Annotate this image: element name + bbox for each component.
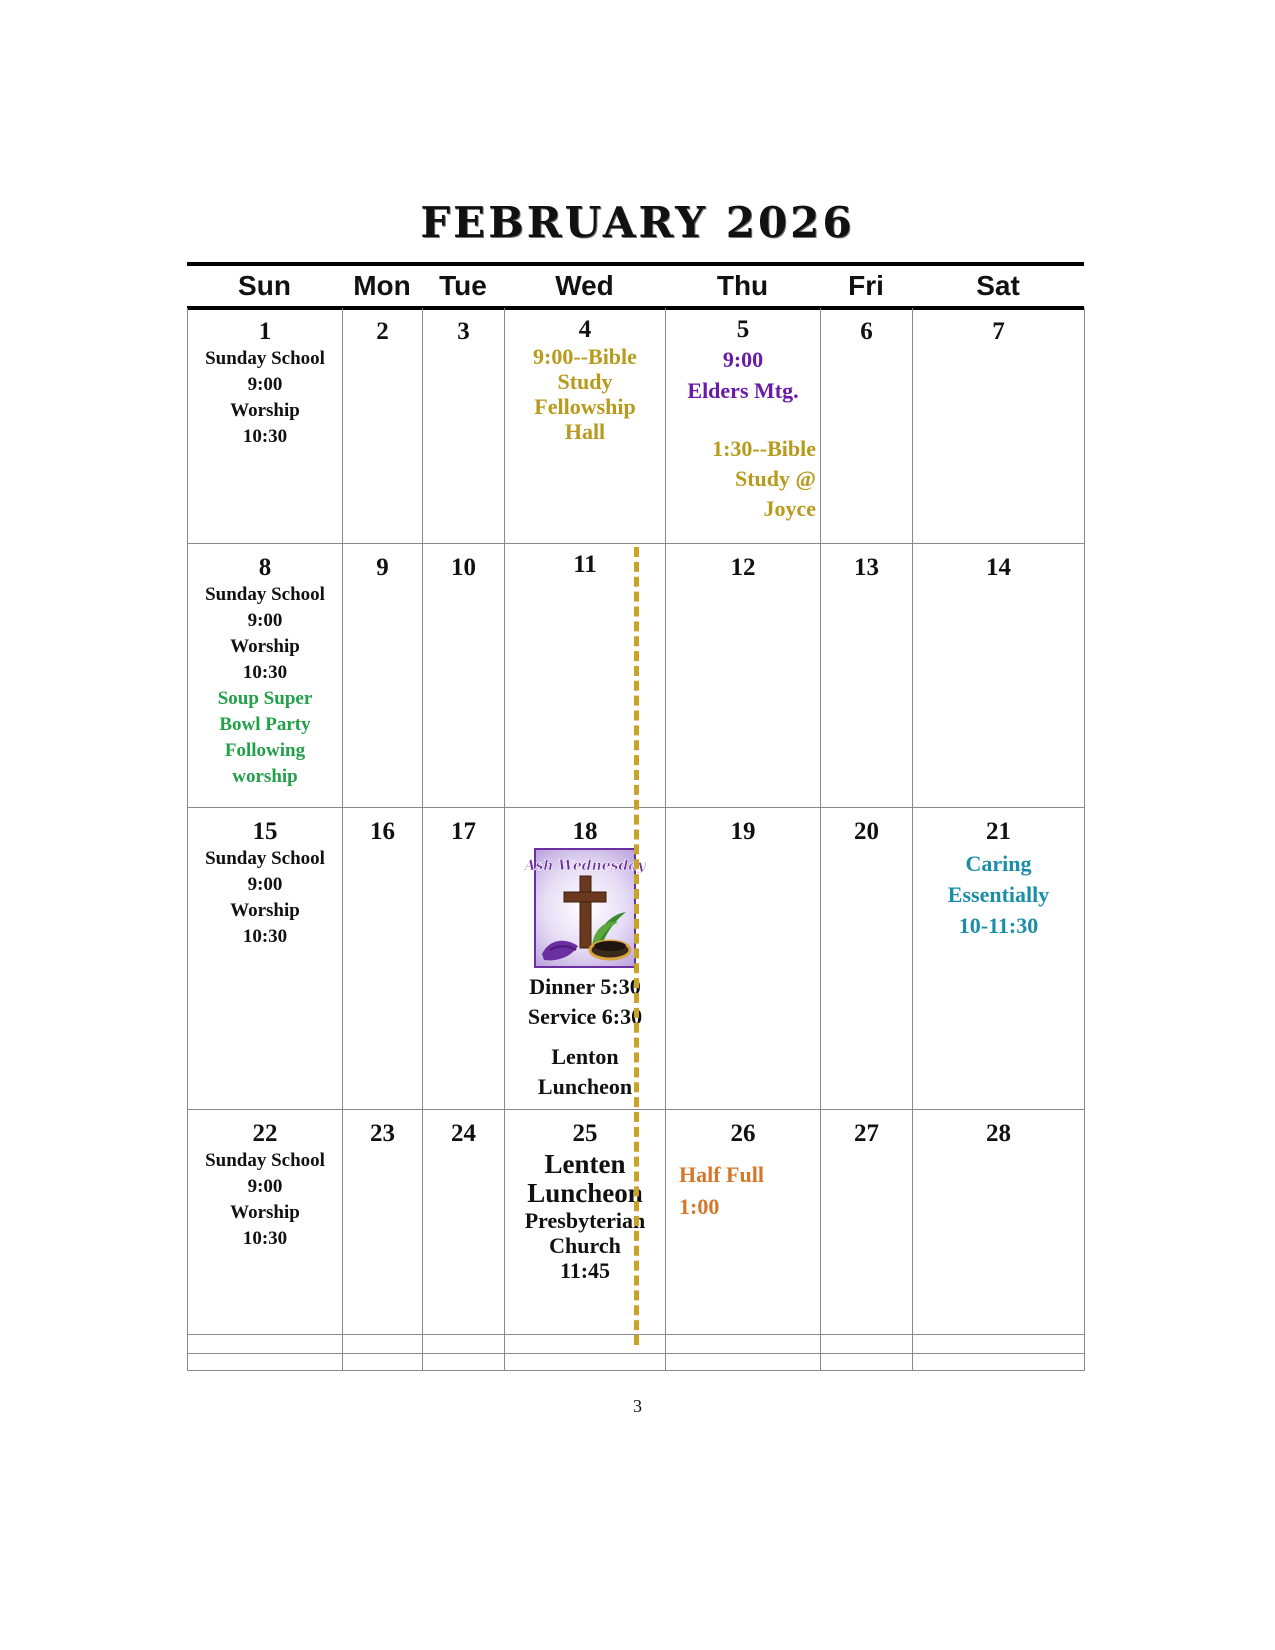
empty-cell [423, 1353, 505, 1370]
event-half-full: Half Full [679, 1161, 764, 1187]
empty-row [188, 1353, 1085, 1370]
day-number: 15 [252, 817, 278, 845]
empty-cell [913, 1334, 1085, 1353]
ash-wednesday-image [524, 848, 646, 968]
weekday-mon: Mon [353, 270, 411, 301]
event-sunday-school: Sunday School [205, 1149, 325, 1171]
day-cell-1[interactable] [188, 308, 343, 543]
spacer [666, 406, 820, 434]
event-location: Presbyterian [524, 1207, 646, 1233]
event-line: Hall [564, 419, 606, 444]
day-cell-14[interactable] [913, 543, 1085, 807]
spacer [505, 1032, 665, 1042]
empty-cell [343, 1353, 423, 1370]
empty-cell [423, 1334, 505, 1353]
day-number: 27 [854, 1119, 879, 1147]
event-time: 10-11:30 [958, 912, 1039, 938]
day-cell-3[interactable] [423, 308, 505, 543]
event-time: 9:00 [247, 609, 283, 631]
event-line: Fellowship [534, 394, 636, 419]
ash-wednesday-label: Ash Wednesday [524, 857, 646, 874]
day-cell-13[interactable] [821, 543, 913, 807]
weekday-sat: Sat [976, 270, 1020, 301]
week-row-1 [188, 308, 1085, 543]
empty-cell [505, 1334, 666, 1353]
day-cell-25[interactable] [505, 1109, 666, 1334]
day-cell-22[interactable] [188, 1109, 343, 1334]
weekday-sun: Sun [238, 270, 291, 301]
event-soup-party: Soup Super [217, 687, 313, 709]
event-line: Joyce [763, 496, 816, 521]
event-line: Bowl Party [219, 713, 311, 735]
event-time: 10:30 [242, 426, 288, 447]
day-cell-20[interactable] [821, 807, 913, 1109]
event-bible-study-joyce: 1:30--Bible [712, 436, 816, 461]
weekday-fri: Fri [848, 270, 884, 301]
day-cell-18[interactable] [505, 807, 666, 1109]
day-number: 22 [252, 1119, 278, 1147]
dashed-divider-line [634, 547, 639, 1345]
event-time: 10:30 [242, 661, 288, 683]
event-sunday-school: Sunday School [205, 847, 325, 869]
event-time: 9:00 [247, 1175, 283, 1197]
day-number: 11 [573, 550, 597, 578]
empty-cell [505, 1353, 666, 1370]
day-cell-7[interactable] [913, 308, 1085, 543]
day-cell-24[interactable] [423, 1109, 505, 1334]
day-cell-8[interactable] [188, 543, 343, 807]
event-time: 1:00 [679, 1193, 720, 1219]
day-number: 23 [370, 1119, 395, 1147]
page-number: 3 [633, 1396, 642, 1416]
day-number: 25 [572, 1119, 598, 1147]
weekday-wed: Wed [555, 270, 614, 301]
day-number: 17 [451, 817, 476, 845]
event-elders-mtg: Elders Mtg. [687, 378, 799, 403]
event-line: Following [224, 739, 306, 761]
day-number: 10 [451, 553, 476, 581]
ash-wednesday-cross-icon [524, 850, 646, 966]
day-number: 9 [376, 553, 389, 581]
event-sunday-school: Sunday School [205, 583, 325, 605]
day-cell-12[interactable] [666, 543, 821, 807]
day-number: 6 [860, 318, 873, 345]
event-time: 10:30 [242, 925, 288, 947]
day-number: 2 [376, 318, 389, 345]
day-number: 3 [457, 318, 470, 345]
event-worship: Worship [230, 400, 300, 421]
event-line: Luncheon [537, 1073, 633, 1099]
day-cell-5[interactable] [666, 308, 821, 543]
day-cell-11[interactable] [505, 543, 666, 807]
event-line: Luncheon [527, 1177, 643, 1208]
event-time: 9:00 [247, 873, 283, 895]
day-number: 5 [736, 316, 750, 343]
weekday-header [187, 266, 1084, 308]
weekday-tue: Tue [439, 270, 487, 301]
empty-cell [343, 1334, 423, 1353]
day-number: 7 [992, 318, 1005, 345]
event-dinner: Dinner 5:30 [529, 973, 641, 999]
event-elders-time: 9:00 [722, 347, 764, 372]
day-number: 4 [578, 316, 592, 343]
day-cell-23[interactable] [343, 1109, 423, 1334]
event-worship: Worship [230, 899, 300, 921]
event-lenton-luncheon: Lenton [551, 1043, 619, 1069]
event-caring-essentially: Caring [965, 850, 1032, 876]
event-lenten-luncheon: Lenten [544, 1148, 626, 1179]
empty-cell [913, 1353, 1085, 1370]
day-cell-19[interactable] [666, 807, 821, 1109]
day-number: 12 [730, 553, 756, 581]
event-worship: Worship [230, 1201, 300, 1223]
day-number: 19 [730, 817, 756, 845]
day-cell-15[interactable] [188, 807, 343, 1109]
day-cell-10[interactable] [423, 543, 505, 807]
empty-cell [666, 1353, 821, 1370]
day-number: 18 [572, 817, 598, 845]
empty-cell [666, 1334, 821, 1353]
day-number: 28 [986, 1119, 1011, 1147]
event-service: Service 6:30 [527, 1003, 643, 1029]
day-cell-17[interactable] [423, 807, 505, 1109]
day-cell-6[interactable] [821, 308, 913, 543]
event-sunday-school: Sunday School [205, 348, 325, 369]
day-cell-9[interactable] [343, 543, 423, 807]
day-number: 24 [451, 1119, 476, 1147]
day-number: 1 [258, 318, 272, 345]
empty-cell [188, 1334, 343, 1353]
day-cell-21[interactable] [913, 807, 1085, 1109]
event-line: Essentially [947, 881, 1050, 907]
event-line: Church [549, 1232, 621, 1258]
day-number: 8 [258, 553, 272, 581]
day-cell-26[interactable] [666, 1109, 821, 1334]
event-time: 9:00 [247, 374, 283, 395]
weekday-thu: Thu [716, 270, 769, 301]
event-line: Study @ [735, 466, 816, 491]
empty-cell [188, 1353, 343, 1370]
day-number: 20 [854, 817, 879, 845]
empty-cell [821, 1334, 913, 1353]
calendar-title: FEBRUARY 2026 [420, 198, 855, 247]
day-cell-4[interactable] [505, 308, 666, 543]
day-number: 21 [986, 817, 1011, 845]
event-time: 10:30 [242, 1227, 288, 1249]
event-time: 11:45 [559, 1257, 611, 1283]
event-bible-study: 9:00--Bible [533, 344, 637, 369]
day-number: 26 [730, 1119, 756, 1147]
day-number: 16 [370, 817, 395, 845]
day-cell-28[interactable] [913, 1109, 1085, 1334]
day-number: 14 [986, 553, 1011, 581]
day-cell-2[interactable] [343, 308, 423, 543]
day-cell-16[interactable] [343, 807, 423, 1109]
day-cell-27[interactable] [821, 1109, 913, 1334]
event-line: Study [557, 369, 613, 394]
day-number: 13 [854, 553, 879, 581]
empty-cell [821, 1353, 913, 1370]
event-worship: Worship [230, 635, 300, 657]
event-line: worship [232, 765, 298, 787]
